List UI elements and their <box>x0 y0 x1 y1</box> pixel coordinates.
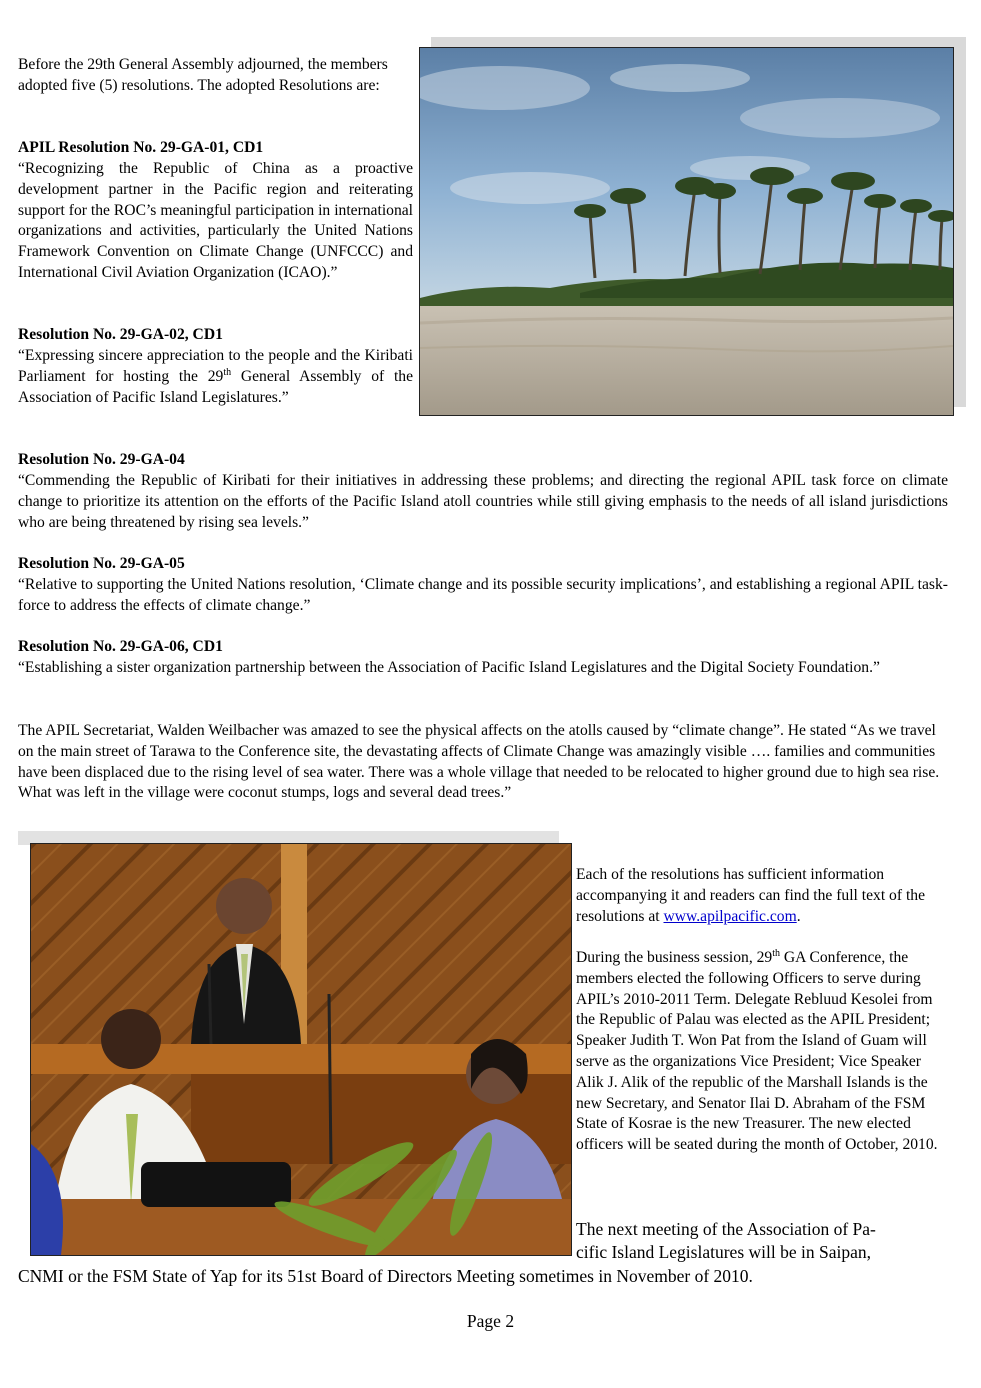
intro-text: Before the 29th General Assembly adjourned, the members adopted five (5) resolutions. The adopted Resolutions are: <box>18 56 388 94</box>
secretariat-paragraph: The APIL Secretariat, Walden Weilbacher was amazed to see the physical affects on the atolls caused by “climate change”. He stated “As we travel on the main street of Tarawa to the Conference site, the devastating affects of Climate Change was amazingly visible …. families and communities have been displaced due to the rising level of sea water. There was a whole village that needed to be relocated to higher ground due to high sea rise. What was left in the village were coconut stumps, logs and several dead trees.” <box>18 722 940 802</box>
next-meeting-line-3: CNMI or the FSM State of Yap for its 51st Board of Directors Meeting sometimes in November of 2010. <box>18 1266 753 1286</box>
assembly-meeting-photo <box>30 843 572 1256</box>
resolution-5-text: “Relative to supporting the United Nations resolution, ‘Climate change and its possible security implications’, and establishing a regional APIL task-force to address the effects of climate change.” <box>18 576 948 614</box>
next-meeting-line-2: cific Island Legislatures will be in Saipan, <box>576 1242 871 1262</box>
resolution-1-text: “Recognizing the Republic of China as a proactive development partner in the Pacific region and reiterating support for the ROC’s meaningful participation in international organizations and activities, particularly the United Nations Framework Convention on Climate Change (UNFCCC) and International Civil Aviation Organization (ICAO).” <box>18 160 413 281</box>
resolution-5-heading: Resolution No. 29-GA-05 <box>18 555 185 572</box>
resolution-2-text: “Expressing sincere appreciation to the people and the Kiribati Parliament for hosting the 29th General Assembly of the Association of Pacific Island Legislatures.” <box>18 347 413 406</box>
resolution-6-heading: Resolution No. 29-GA-06, CD1 <box>18 638 223 655</box>
atoll-beach-photo <box>419 47 954 416</box>
resolution-4-heading: Resolution No. 29-GA-04 <box>18 451 185 468</box>
resolution-6-text: “Establishing a sister organization partnership between the Association of Pacific Island Legislatures and the Digital Society Foundation.” <box>18 659 880 676</box>
resolutions-info-text: Each of the resolutions has sufficient information accompanying it and readers can find the full text of the resolutions at www.apilpacific.com. <box>576 866 925 925</box>
page-number: Page 2 <box>466 1311 515 1331</box>
resolution-1-heading: APIL Resolution No. 29-GA-01, CD1 <box>18 139 264 156</box>
next-meeting-line-1: The next meeting of the Association of Pa- <box>576 1219 876 1239</box>
apilpacific-link[interactable]: www.apilpacific.com <box>663 907 797 925</box>
business-session-text: During the business session, 29th GA Conference, the members elected the following Officers to serve during APIL’s 2010-2011 Term. Delegate Rebluud Kesolei from the Republic of Palau was elected as the APIL President; Speaker Judith T. Won Pat from the Island of Guam will serve as the organizations Vice President; Vice Speaker Alik J. Alik of the republic of the Marshall Islands is the new Secretary, and Senator Ilai D. Abraham of the FSM State of Kosrae is the new Treasurer. The new elected officers will be seated during the month of October, 2010. <box>576 948 938 1154</box>
resolution-2-heading: Resolution No. 29-GA-02, CD1 <box>18 326 223 343</box>
resolution-4-text: “Commending the Republic of Kiribati for their initiatives in addressing these problems; and directing the regional APIL task force on climate change to prioritize its attention on the efforts of the Pacific Island atoll countries while still giving emphasis to the needs of all island jurisdictions who are being threatened by rising sea levels.” <box>18 472 948 531</box>
